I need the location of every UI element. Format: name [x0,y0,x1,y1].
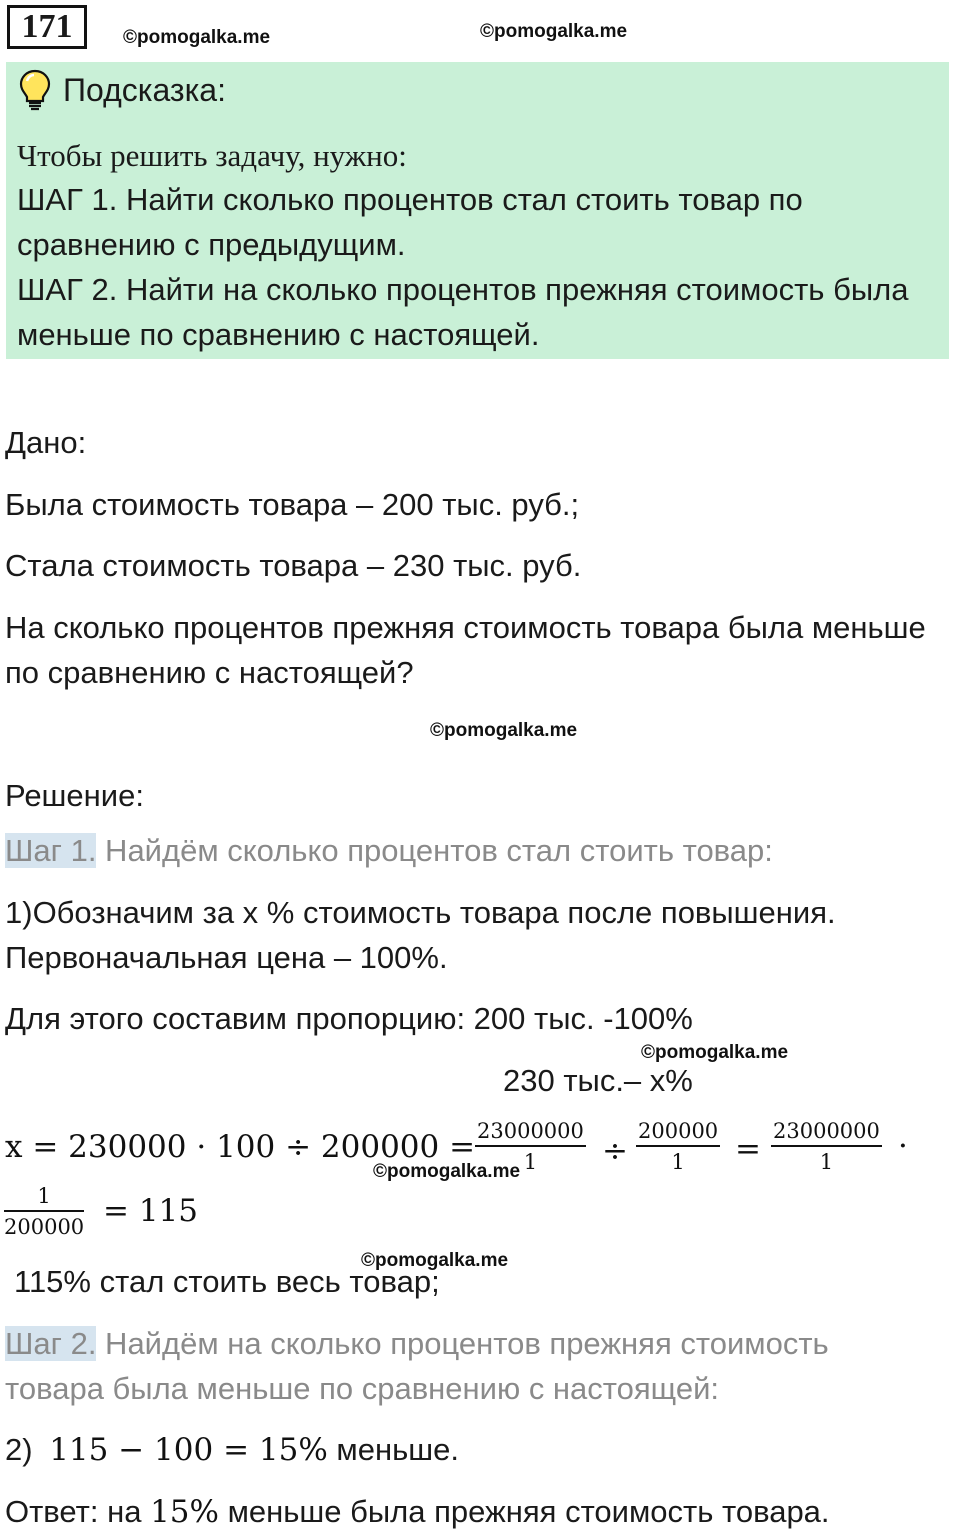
equation-result: = 115 [103,1193,198,1229]
solution-step1 [5,833,773,869]
watermark: ©pomogalka.me [361,1250,509,1271]
watermark: ©pomogalka.me [430,720,578,741]
answer-post: меньше была прежняя стоимость товара. [218,1494,830,1529]
fraction-2 [636,1118,720,1177]
fraction-2-numerator: 200000 [636,1118,720,1147]
hint-step1-cont: сравнению с предыдущим. [17,227,406,262]
answer [5,1494,830,1530]
given-line-2: Стала стоимость товара – 230 тыс. руб. [5,548,582,583]
watermark: ©pomogalka.me [480,21,628,42]
given-question-1: На сколько процентов прежняя стоимость товара была меньше [5,610,926,645]
proportion-line1: Для этого составим пропорцию: 200 тыс. -100% [5,1001,693,1036]
hint-step2-label: ШАГ 2. [17,272,118,307]
given-line-1: Была стоимость товара – 200 тыс. руб.; [5,487,580,522]
given-question-2: по сравнению с настоящей? [5,655,414,690]
hint-box [6,62,949,359]
para2-equation: 115 − 100 = 15% [49,1432,328,1468]
answer-value: 15% [150,1494,219,1530]
fraction-3-denominator: 1 [819,1150,834,1174]
solution-title: Решение: [5,778,144,813]
fraction-3 [771,1118,882,1177]
hint-title: Подсказка: [63,72,226,108]
solution-step2 [5,1326,829,1362]
fraction-4-denominator: 200000 [4,1215,85,1239]
proportion-line2: 230 тыс.– х% [503,1063,693,1098]
step2-text: Найдём на сколько процентов прежняя стоимость [96,1326,829,1361]
fraction-4 [4,1183,84,1242]
para2-prefix: 2) [5,1432,33,1467]
para1-line2: Первоначальная цена – 100%. [5,940,448,975]
step2-label: Шаг 2. [5,1326,97,1361]
fraction-1-denominator: 1 [523,1150,538,1174]
step1-text: Найдём сколько процентов стал стоить товар: [96,833,773,868]
para2 [5,1432,459,1468]
division-sign: ÷ [602,1133,628,1169]
hint-step2-text: Найти на сколько процентов прежняя стоимость была [117,272,909,307]
fraction-1-numerator: 23000000 [475,1118,586,1147]
para1-line1: 1)Обозначим за х % стоимость товара после повышения. [5,895,836,930]
hint-step1-label: ШАГ 1. [17,182,118,217]
fraction-2-denominator: 1 [671,1150,685,1174]
para2-suffix: меньше. [327,1432,459,1467]
watermark: ©pomogalka.me [373,1161,521,1182]
hint-intro: Чтобы решить задачу, нужно: [17,138,407,173]
given-title: Дано: [5,425,87,460]
hint-step2 [17,272,908,308]
hint-step1 [17,182,803,218]
step2-text-cont: товара была меньше по сравнению с настоящей: [5,1371,719,1406]
equation-lhs: x = 230000 · 100 ÷ 200000 = [5,1129,476,1165]
answer-pre: на [98,1494,151,1529]
lightbulb-icon [18,68,52,117]
task-number: 171 [7,5,87,49]
watermark: ©pomogalka.me [123,27,271,48]
equals-sign: = [735,1131,761,1167]
fraction-3-numerator: 23000000 [771,1118,882,1147]
hint-step1-text: Найти сколько процентов стал стоить товар по [117,182,803,217]
answer-label: Ответ: [5,1494,99,1529]
hint-step2-cont: меньше по сравнению с настоящей. [17,317,540,352]
step1-label: Шаг 1. [5,833,97,868]
fraction-4-numerator: 1 [4,1183,84,1212]
multiply-dot: · [898,1128,908,1164]
result-line-1: 115% стал стоить весь товар; [14,1264,440,1299]
watermark: ©pomogalka.me [641,1042,789,1063]
